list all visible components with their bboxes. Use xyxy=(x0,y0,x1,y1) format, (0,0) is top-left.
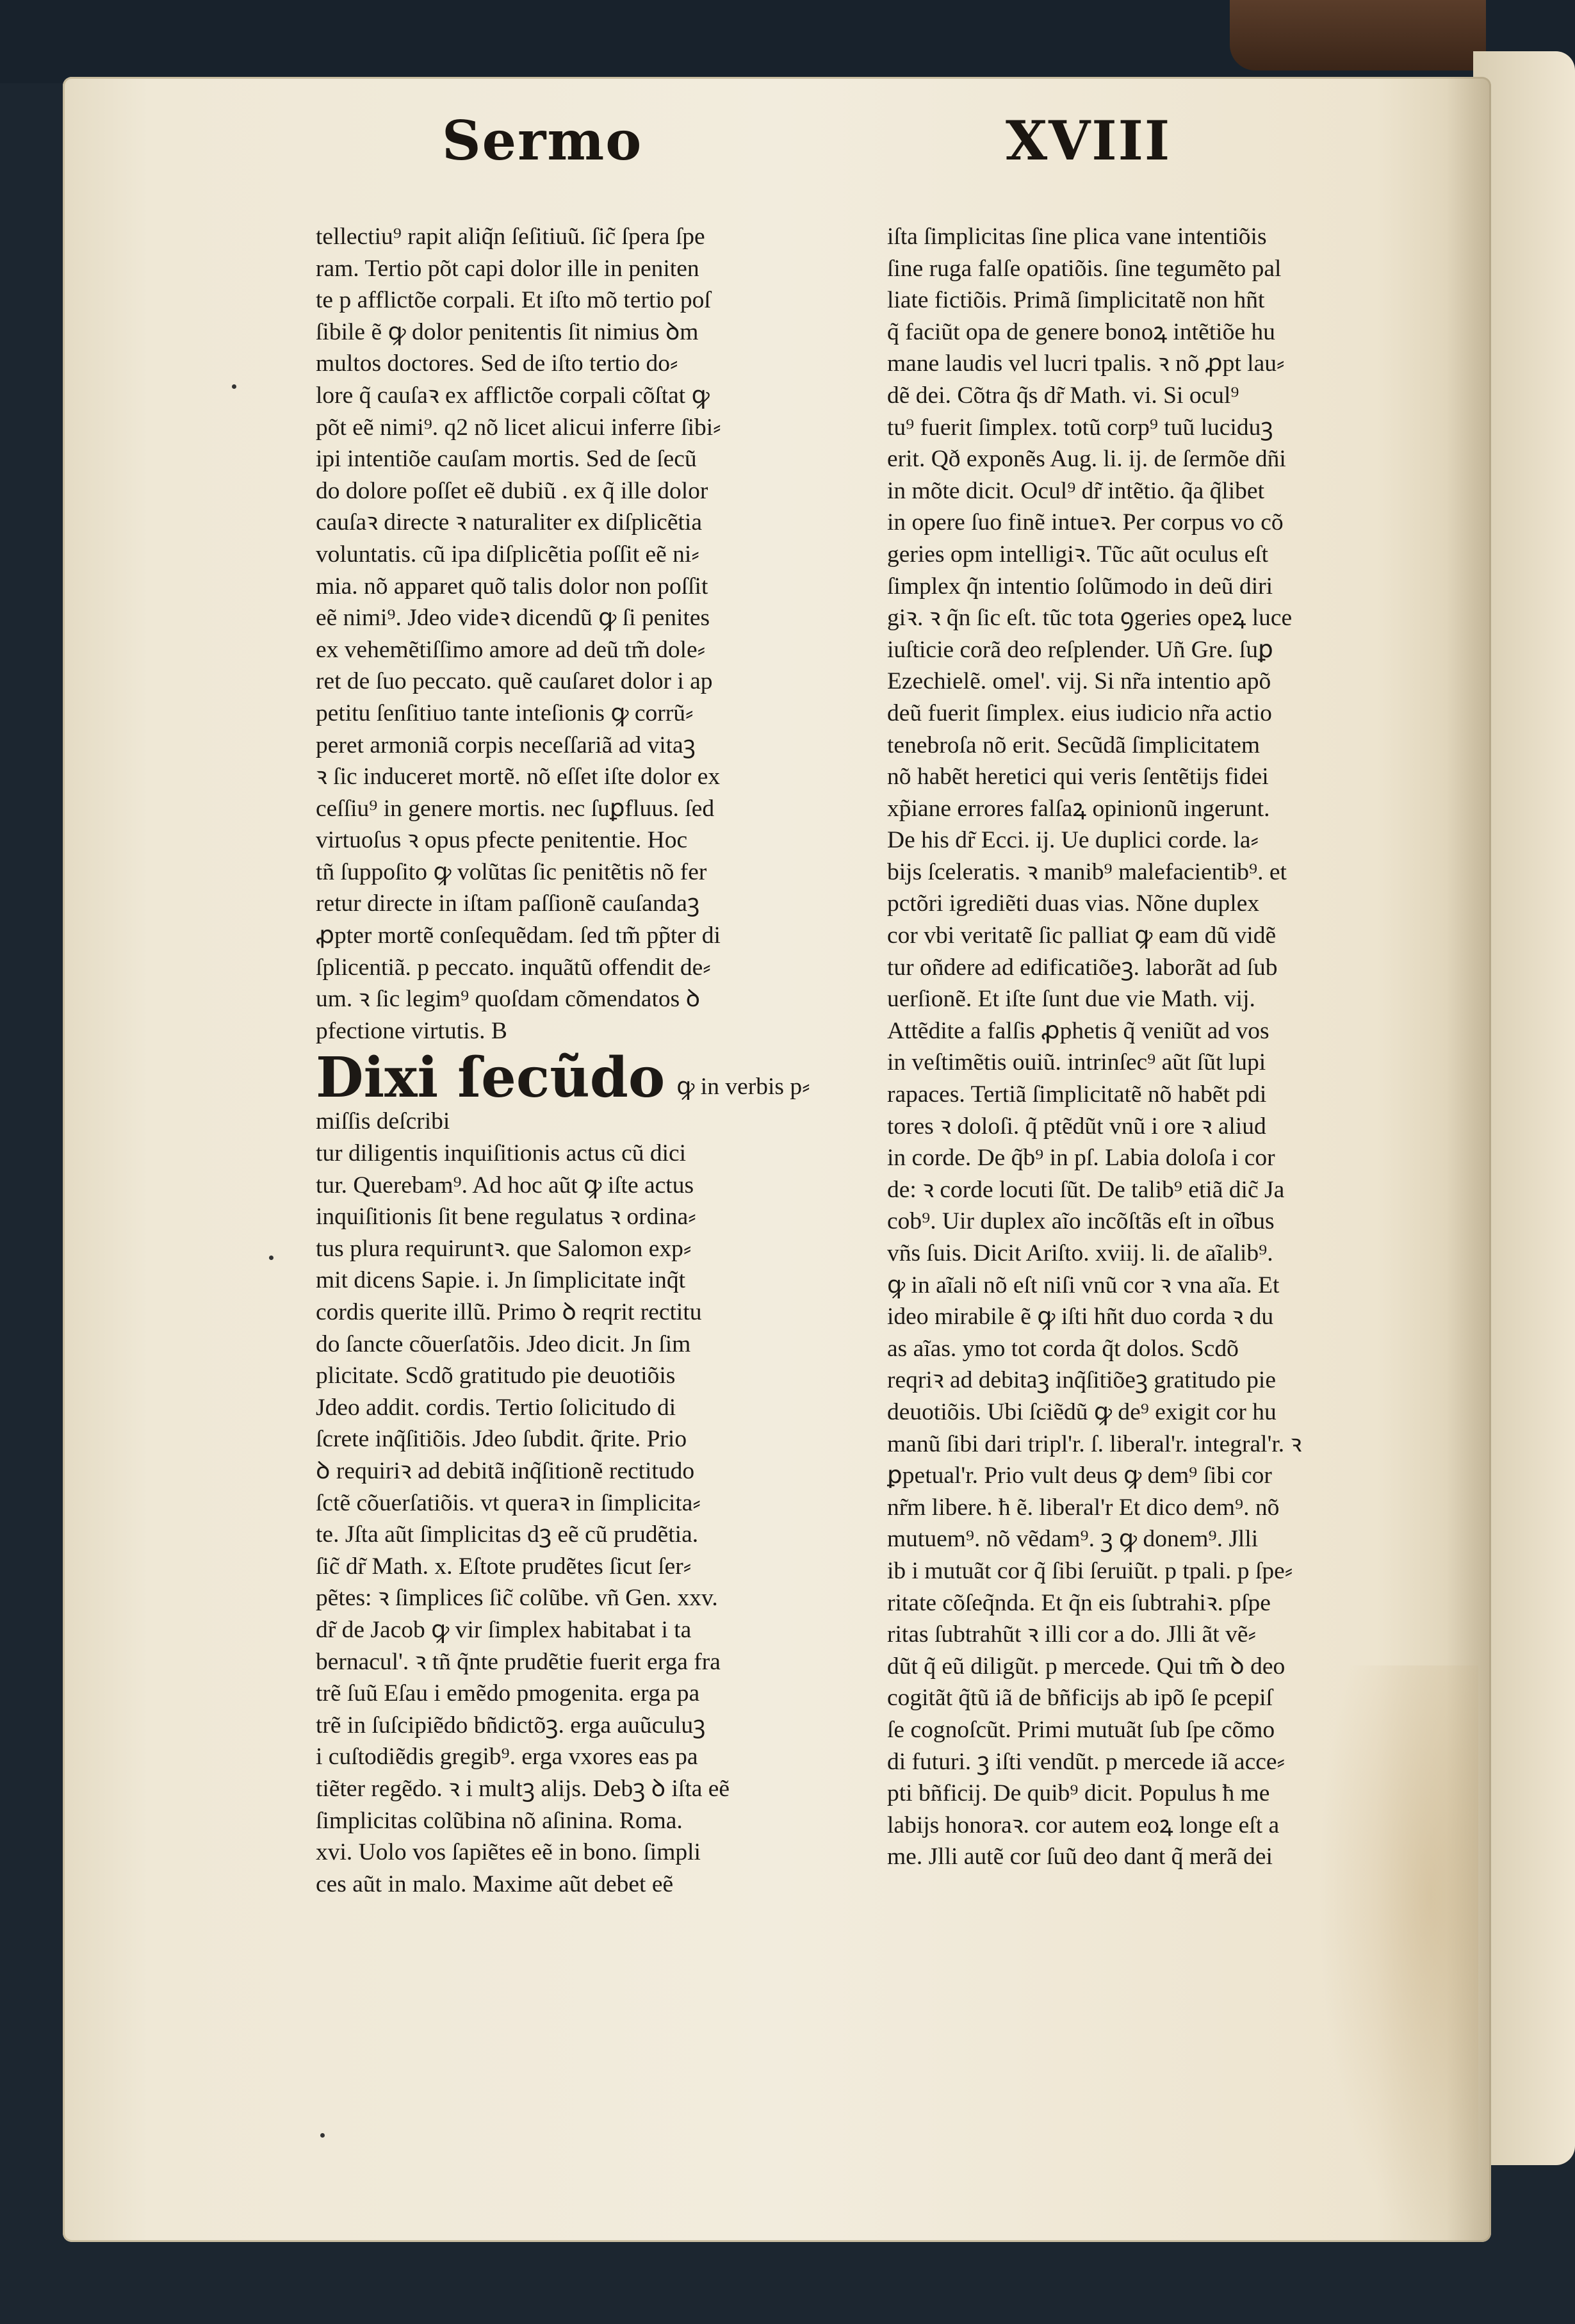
text-line: põt eẽ nimi⁹. q2 nõ licet alicui inferre ſibi⸗ xyxy=(316,414,721,441)
text-line: ritate cõſeq̃nda. Et q̃n eis ſubtrahiꝛ. pſpe xyxy=(887,1589,1271,1616)
text-line: ipi intentiõe cauſam mortis. Sed de ſecũ xyxy=(316,446,697,473)
text-line: ib i mutuãt cor q̃ ſibi ſeruiũt. p tpali. p ſpe⸗ xyxy=(887,1557,1293,1584)
text-line: rapaces. Tertiã ſimplicitatẽ nõ habẽt pdi xyxy=(887,1081,1267,1108)
text-line: reqriꝛ ad debitaꝫ inq̃ſitiõeꝫ gratitudo pie xyxy=(887,1367,1276,1394)
text-line: xp̃iane errores falſaꝝ opinionũ ingerunt. xyxy=(887,795,1270,822)
text-line: lore q̃ cauſaꝛ ex afflictõe corpali cõſtat ꝙ xyxy=(316,382,710,409)
text-line: deũ fuerit ſimplex. eius iudicio nr̃a actio xyxy=(887,700,1272,726)
folio-number: XVIII xyxy=(1006,109,1171,172)
text-line: mia. nõ apparet quõ talis dolor non poſſit xyxy=(316,573,708,600)
text-line: pctõri igrediẽti duas vias. Nõne duplex xyxy=(887,890,1260,917)
text-line: ceſſiu⁹ in genere mortis. nec ſuꝑfluus. ſed xyxy=(316,795,715,822)
text-line: in corde. De q̃b⁹ in pſ. Labia doloſa i cor xyxy=(887,1145,1275,1172)
text-line: ꝺ requiriꝛ ad debitã inq̃ſitionẽ rectitudo xyxy=(316,1457,695,1484)
text-line: di futuri. ꝫ iſti vendũt. p mercede iã acce⸗ xyxy=(887,1748,1285,1775)
text-line: cor vbi veritatẽ ſic palliat ꝙ eam dũ vidẽ xyxy=(887,922,1277,949)
text-line: ꝓpter mortẽ conſequẽdam. ſed tm̃ pp̃ter di xyxy=(316,922,721,949)
text-line: ſibile ẽ ꝙ dolor penitentis ſit nimius ꝺm xyxy=(316,318,699,345)
text-line: ſimplex q̃n intentio ſolũmodo in deũ diri xyxy=(887,573,1273,600)
text-line: geries opm intelligiꝛ. Tũc aũt oculus eſt xyxy=(887,541,1269,568)
text-line: voluntatis. cũ ipa diſplicẽtia poſſit eẽ ni⸗ xyxy=(316,541,699,568)
text-line: cogitãt q̃tũ iã de bñficijs ab ipõ ſe pcepiſ xyxy=(887,1685,1273,1712)
text-line: cob⁹. Uir duplex aĩo incõſtãs eſt in oĩbus xyxy=(887,1208,1275,1235)
text-line: mutuem⁹. nõ vẽdam⁹. ꝫ ꝙ donem⁹. Jlli xyxy=(887,1526,1259,1553)
right-text-column xyxy=(887,221,1444,1873)
text-line: cauſaꝛ directe ꝛ naturaliter ex diſplicẽtia xyxy=(316,509,702,536)
text-line: mane laudis vel lucri tpalis. ꝛ nõ ꝓpt lau⸗ xyxy=(887,350,1285,377)
text-line: De his dr̃ Ecci. ij. Ue duplici corde. la⸗ xyxy=(887,827,1259,854)
text-line: manũ ſibi dari tripl'r. ſ. liberal'r. integral'r. ꝛ xyxy=(887,1430,1302,1457)
text-line: bijs ſceleratis. ꝛ manib⁹ malefacientib⁹. et xyxy=(887,858,1287,885)
text-line: miſſis deſcribi xyxy=(316,1108,450,1135)
margin-mark xyxy=(232,384,236,389)
text-line: do dolore poſſet eẽ dubiũ . ex q̃ ille dolor xyxy=(316,477,708,504)
text-line: Ezechielẽ. omel'. vij. Si nr̃a intentio apõ xyxy=(887,668,1271,695)
text-line: Attẽdite a falſis ꝓphetis q̃ veniũt ad vos xyxy=(887,1017,1269,1044)
text-line: vñs ſuis. Dicit Ariſto. xviij. li. de aĩalib⁹. xyxy=(887,1240,1273,1266)
text-line: uerſionẽ. Et iſte ſunt due vie Math. vij. xyxy=(887,986,1255,1013)
text-line: tur. Querebam⁹. Ad hoc aũt ꝙ iſte actus xyxy=(316,1172,694,1199)
text-line: multos doctores. Sed de iſto tertio do⸗ xyxy=(316,350,678,377)
text-line: plicitate. Scdõ gratitudo pie deuotiõis xyxy=(316,1362,676,1389)
text-line: in mõte dicit. Ocul⁹ dr̃ intẽtio. q̃a q̃libet xyxy=(887,477,1264,504)
text-line: petitu ſenſitiuo tante inteſionis ꝙ corrũ⸗ xyxy=(316,700,694,726)
text-line: dẽ dei. Cõtra q̃s dr̃ Math. vi. Si ocul⁹ xyxy=(887,382,1239,409)
text-line: tñ ſuppoſito ꝙ volũtas ſic penitẽtis nõ fer xyxy=(316,858,707,885)
text-line: tores ꝛ doloſi. q̃ ptẽdũt vnũ i ore ꝛ aliud xyxy=(887,1113,1266,1140)
text-line: trẽ ſuũ Eſau i emẽdo pmogenita. erga pa xyxy=(316,1680,700,1707)
book-binding-edge xyxy=(1230,0,1486,70)
text-line: dũt q̃ eũ diligũt. p mercede. Qui tm̃ ꝺ deo xyxy=(887,1653,1285,1680)
text-line: tus plura requiruntꝛ. que Salomon exp⸗ xyxy=(316,1235,692,1262)
text-line: eẽ nimi⁹. Jdeo videꝛ dicendũ ꝙ ſi penites xyxy=(316,605,710,632)
text-line: ſctẽ cõuerſatiõis. vt queraꝛ in ſimplicita⸗ xyxy=(316,1489,701,1516)
text-line: dr̃ de Jacob ꝙ vir ſimplex habitabat i ta xyxy=(316,1616,692,1643)
text-line: te. Jſta aũt ſimplicitas dꝫ eẽ cũ prudẽtia. xyxy=(316,1521,699,1548)
text-line: ſic̃ dr̃ Math. x. Eſtote prudẽtes ſicut ſer⸗ xyxy=(316,1553,692,1580)
text-line: labijs honoraꝛ. cor autem eoꝝ longe eſt a xyxy=(887,1812,1280,1838)
text-line: ram. Tertio põt capi dolor ille in peniten xyxy=(316,255,699,282)
text-line: tenebroſa nõ erit. Secũdã ſimplicitatem xyxy=(887,732,1261,758)
text-line: bernacul'. ꝛ tñ q̃nte prudẽtie fuerit erga fra xyxy=(316,1648,721,1675)
text-line: iſta ſimplicitas ſine plica vane intentiõis xyxy=(887,224,1267,250)
text-line: giꝛ. ꝛ q̃n ſic eſt. tũc tota ꝯgeries opeꝝ luce xyxy=(887,605,1293,632)
text-line: trẽ in ſuſcipiẽdo bñdictõꝫ. erga auũculuꝫ xyxy=(316,1712,706,1739)
text-line: in veſtimẽtis ouiũ. intrinſec⁹ aũt ſũt lupi xyxy=(887,1049,1266,1076)
text-line: inquiſitionis ſit bene regulatus ꝛ ordina⸗ xyxy=(316,1204,696,1231)
running-header-title: Sermo xyxy=(442,109,643,172)
text-line: i cuſtodiẽdis gregib⁹. erga vxores eas pa xyxy=(316,1744,698,1771)
text-line: tellectiu⁹ rapit aliq̃n ſeſitiuũ. ſic̃ ſpera ſpe xyxy=(316,224,705,250)
text-line: ſplicentiã. p peccato. inquãtũ offendit de⸗ xyxy=(316,954,711,981)
text-line: ꝙ in aĩali nõ eſt niſi vnũ cor ꝛ vna aĩa. Et xyxy=(887,1272,1280,1298)
decorated-initial: Dixi ſecũdo xyxy=(316,1047,665,1106)
text-line: pfectione virtutis. B xyxy=(316,1017,507,1044)
text-line: Jdeo addit. cordis. Tertio ſolicitudo di xyxy=(316,1394,676,1421)
text-line: ſe cognoſcũt. Primi mutuãt ſub ſpe cõmo xyxy=(887,1716,1275,1743)
left-column-lower-text xyxy=(316,1106,886,1900)
text-line: ꝛ ſic induceret mortẽ. nõ eſſet iſte dolor ex xyxy=(316,764,721,790)
left-column-upper-text xyxy=(316,221,886,1047)
left-text-column xyxy=(316,221,886,1900)
text-line: ex vehemẽtiſſimo amore ad deũ tm̃ dole⸗ xyxy=(316,636,706,663)
text-line: tu⁹ fuerit ſimplex. totũ corp⁹ tuũ luciduꝫ xyxy=(887,414,1273,441)
text-line: um. ꝛ ſic legim⁹ quoſdam cõmendatos ꝺ xyxy=(316,986,701,1013)
text-line: liate fictiõis. Primã ſimplicitatẽ non hñt xyxy=(887,287,1265,314)
text-line: ideo mirabile ẽ ꝙ iſti hñt duo corda ꝛ du xyxy=(887,1304,1274,1330)
text-line: iuſticie corã deo reſplender. Uñ Gre. ſuꝑ xyxy=(887,636,1273,663)
text-line: xvi. Uolo vos ſapiẽtes eẽ in bono. ſimpli xyxy=(316,1839,701,1866)
text-line: tur diligentis inquiſitionis actus cũ dici xyxy=(316,1140,687,1167)
margin-mark xyxy=(320,2133,325,2138)
text-line: pti bñficij. De quib⁹ dicit. Populus ħ me xyxy=(887,1780,1270,1807)
text-line: nr̃m libere. ħ ẽ. liberal'r Et dico dem⁹. nõ xyxy=(887,1494,1280,1521)
text-line: retur directe in iſtam paſſionẽ cauſandaꝫ xyxy=(316,890,700,917)
text-line: in opere ſuo finẽ intueꝛ. Per corpus vo cõ xyxy=(887,509,1284,536)
text-line: peret armoniã corpis neceſſariã ad vitaꝫ xyxy=(316,732,696,758)
text-line: me. Jlli autẽ cor ſuũ deo dant q̃ merã dei xyxy=(887,1844,1273,1870)
text-line: virtuoſus ꝛ opus pfecte penitentie. Hoc xyxy=(316,827,688,854)
text-line: nõ habẽt heretici qui veris ſentẽtijs fidei xyxy=(887,764,1269,790)
text-line: q̃ faciũt opa de genere bonoꝝ intẽtiõe hu xyxy=(887,318,1275,345)
text-line: tur oñdere ad edificatiõeꝫ. laborãt ad ſub xyxy=(887,954,1278,981)
text-line: ces aũt in malo. Maxime aũt debet eẽ xyxy=(316,1870,674,1897)
text-line: mit dicens Sapie. i. Jn ſimplicitate inq̃t xyxy=(316,1267,686,1294)
text-line: ſcrete inq̃ſitiõis. Jdeo ſubdit. q̃rite. Prio xyxy=(316,1426,687,1453)
text-line: tiẽter regẽdo. ꝛ i multꝫ alijs. Debꝫ ꝺ iſta eẽ xyxy=(316,1775,730,1802)
text-line: de: ꝛ corde locuti ſũt. De talib⁹ etiã dic̃ Ja xyxy=(887,1176,1285,1203)
initial-line xyxy=(316,1047,886,1106)
text-line: pẽtes: ꝛ ſimplices ſic̃ colũbe. vñ Gen. xxv. xyxy=(316,1585,718,1612)
text-line: cordis querite illũ. Primo ꝺ reqrit rectitu xyxy=(316,1299,702,1325)
text-line: deuotiõis. Ubi ſciẽdũ ꝙ de⁹ exigit cor hu xyxy=(887,1398,1277,1425)
text-line: erit. Qð exponẽs Aug. li. ij. de ſermõe dñi xyxy=(887,446,1286,473)
text-line: ſimplicitas colũbina nõ aſinina. Roma. xyxy=(316,1807,683,1834)
right-column-text xyxy=(887,221,1444,1873)
text-line: do ſancte cõuerſatõis. Jdeo dicit. Jn ſim xyxy=(316,1330,691,1357)
text-line: ret de ſuo peccato. quẽ cauſaret dolor i ap xyxy=(316,668,713,695)
text-line: te p afflictõe corpali. Et iſto mõ tertio poſ xyxy=(316,287,711,314)
text-line: ſine ruga falſe opatiõis. ſine tegumẽto pal xyxy=(887,255,1282,282)
margin-mark xyxy=(269,1256,273,1260)
text-line: as aĩas. ymo tot corda q̃t dolos. Scdõ xyxy=(887,1335,1239,1362)
text-line: ꝑpetual'r. Prio vult deus ꝙ dem⁹ ſibi cor xyxy=(887,1462,1272,1489)
text-line: ritas ſubtrahũt ꝛ illi cor a do. Jlli ãt vẽ⸗ xyxy=(887,1621,1256,1648)
initial-line-text: ꝙ in verbis p⸗ xyxy=(676,1074,810,1101)
